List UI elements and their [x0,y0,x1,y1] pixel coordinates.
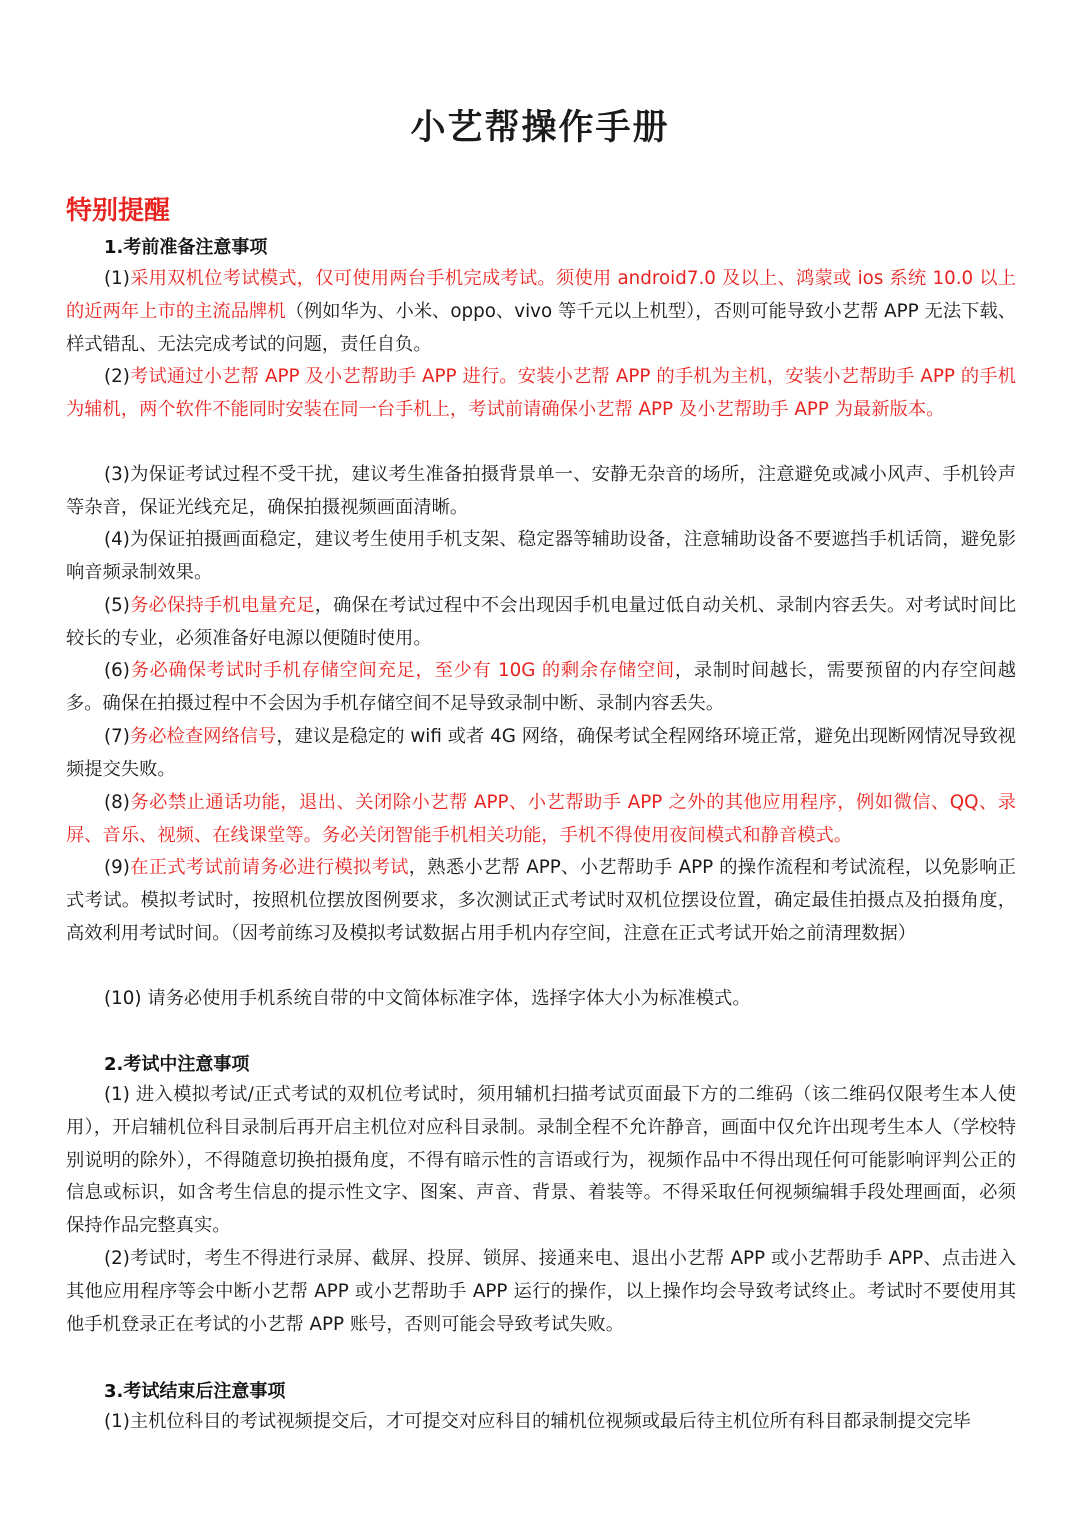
list-item: (3)为保证考试过程不受干扰，建议考生准备拍摄背景单一、安静无杂音的场所，注意避免或减小风声、手机铃声等杂音，保证光线充足，确保拍摄视频画面清晰。 [66,464,1016,518]
list-item: (1) 进入模拟考试/正式考试的双机位考试时，须用辅机扫描考试页面最下方的二维码（该二维码仅限考生本人使用），开启辅机位科目录制后再开启主机位对应科目录制。录制全程不允许静音，画面中仅允许出现考生本人（学校特别说明的除外），不得随意切换拍摄角度，不得有暗示性的言语或行为，视频作品中不得出现任何可能影响评判公正的信息或标识，如含考生信息的提示性文字、图案、声音、背景、着装等。不得采取任何视频编辑手段处理画面，必须保持作品完整真实。 [66,1084,1016,1237]
section-heading: 3.考试结束后注意事项 [104,1381,286,1402]
list-item: (2)考试通过小艺帮 APP 及小艺帮助手 APP 进行。安装小艺帮 APP 的手机为主机，安装小艺帮助手 APP 的手机为辅机，两个软件不能同时安装在同一台手机上，考试前请确保小艺帮 APP 及小艺帮助手 APP 为最新版本。 [66,366,1016,420]
list-item: (1)主机位科目的考试视频提交后，才可提交对应科目的辅机位视频或最后待主机位所有科目都录制提交完毕 [104,1411,971,1432]
list-item: (4)为保证拍摄画面稳定，建议考生使用手机支架、稳定器等辅助设备，注意辅助设备不要遮挡手机话筒，避免影响音频录制效果。 [66,529,1016,583]
list-item: (1)采用双机位考试模式，仅可使用两台手机完成考试。须使用 android7.0 及以上、鸿蒙或 ios 系统 10.0 以上的近两年上市的主流品牌机（例如华为、小米、oppo、vivo 等千元以上机型），否则可能导致小艺帮 APP 无法下载、样式错乱、无法完成考试的问题，责任自负。 [66,268,1017,355]
list-item: (2)考试时，考生不得进行录屏、截屏、投屏、锁屏、接通来电、退出小艺帮 APP 或小艺帮助手 APP、点击进入其他应用程序等会中断小艺帮 APP 或小艺帮助手 APP 运行的操作，以上操作均会导致考试终止。考试时不要使用其他手机登录正在考试的小艺帮 APP 账号，否则可能会导致考试失败。 [66,1248,1016,1335]
list-item: (5)务必保持手机电量充足，确保在考试过程中不会出现因手机电量过低自动关机、录制内容丢失。对考试时间比较长的专业，必须准备好电源以便随时使用。 [66,595,1017,649]
list-item: (6)务必确保考试时手机存储空间充足，至少有 10G 的剩余存储空间，录制时间越长，需要预留的内存空间越多。确保在拍摄过程中不会因为手机存储空间不足导致录制中断、录制内容丢失。 [66,660,1016,714]
page-title: 小艺帮操作手册 [410,108,670,148]
list-item: (8)务必禁止通话功能，退出、关闭除小艺帮 APP、小艺帮助手 APP 之外的其他应用程序，例如微信、QQ、录屏、音乐、视频、在线课堂等。务必关闭智能手机相关功能，手机不得使用夜间模式和静音模式。 [66,792,1016,846]
special-reminder-heading: 特别提醒 [66,196,171,226]
section-heading: 2.考试中注意事项 [104,1054,250,1075]
list-item: (9)在正式考试前请务必进行模拟考试，熟悉小艺帮 APP、小艺帮助手 APP 的操作流程和考试流程，以免影响正式考试。模拟考试时，按照机位摆放图例要求，多次测试正式考试时双机位摆设位置，确定最佳拍摄点及拍摄角度，高效利用考试时间。（因考前练习及模拟考试数据占用手机内存空间，注意在正式考试开始之前清理数据） [66,857,1017,944]
section-heading: 1.考前准备注意事项 [104,237,268,258]
list-item: (7)务必检查网络信号，建议是稳定的 wifi 或者 4G 网络，确保考试全程网络环境正常，避免出现断网情况导致视频提交失败。 [66,726,1017,780]
list-item: (10) 请务必使用手机系统自带的中文简体标准字体，选择字体大小为标准模式。 [104,988,751,1009]
